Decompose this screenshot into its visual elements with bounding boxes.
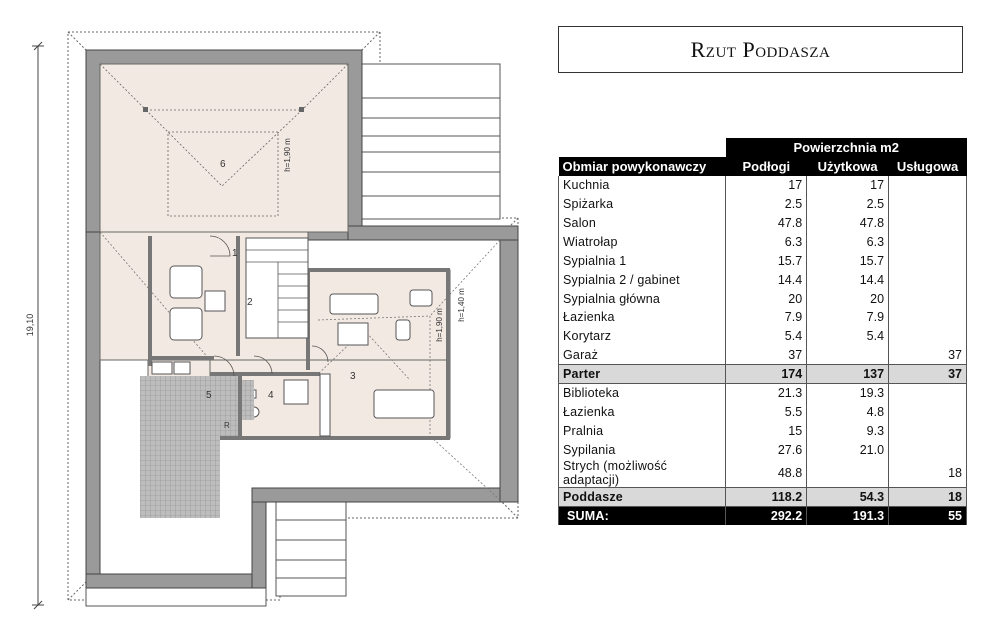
row-podlogi: 6.3 — [726, 232, 807, 251]
attic-room — [100, 64, 348, 232]
row-name: Biblioteka — [559, 384, 726, 403]
row-uslugowa — [889, 308, 967, 327]
table-row — [559, 421, 967, 440]
room-label-5: 5 — [206, 390, 212, 401]
row-uzytkowa — [807, 459, 889, 488]
total-uslugowa: 55 — [889, 507, 967, 526]
table-row — [559, 459, 967, 488]
row-uslugowa — [889, 289, 967, 308]
total-row — [559, 507, 967, 526]
row-uslugowa — [889, 195, 967, 214]
row-podlogi: 7.9 — [726, 308, 807, 327]
table-row — [559, 251, 967, 270]
subtotal-row — [559, 365, 967, 384]
row-uslugowa — [889, 384, 967, 403]
row-name: Spiżarka — [559, 195, 726, 214]
row-uzytkowa — [807, 346, 889, 365]
row-uslugowa — [889, 402, 967, 421]
row-podlogi: 2.5 — [726, 195, 807, 214]
row-name: Łazienka — [559, 402, 726, 421]
total-uzytkowa: 191.3 — [807, 507, 889, 526]
table-row — [559, 402, 967, 421]
header-group-row — [559, 138, 967, 157]
row-uzytkowa: 20 — [807, 289, 889, 308]
row-podlogi: 15.7 — [726, 251, 807, 270]
table-row — [559, 214, 967, 233]
row-uzytkowa: 19.3 — [807, 384, 889, 403]
row-uslugowa — [889, 176, 967, 195]
row-uslugowa: 18 — [889, 488, 967, 507]
row-uslugowa — [889, 214, 967, 233]
row-uzytkowa: 137 — [807, 365, 889, 384]
row-podlogi: 174 — [726, 365, 807, 384]
row-name: Wiatrołap — [559, 232, 726, 251]
total-podlogi: 292.2 — [726, 507, 807, 526]
area-table — [558, 138, 967, 525]
row-podlogi: 5.4 — [726, 327, 807, 346]
room-label-6: 6 — [220, 159, 226, 170]
row-uslugowa — [889, 270, 967, 289]
row-name: Kuchnia — [559, 176, 726, 195]
header-podlogi: Podłogi — [726, 157, 807, 176]
table-body — [559, 176, 967, 507]
drawing-title-box — [558, 26, 963, 73]
row-uslugowa — [889, 440, 967, 459]
row-uzytkowa: 17 — [807, 176, 889, 195]
row-uslugowa — [889, 421, 967, 440]
row-uzytkowa: 9.3 — [807, 421, 889, 440]
height-note-attic: h=1,90 m — [283, 138, 292, 172]
table-row — [559, 195, 967, 214]
table-row — [559, 308, 967, 327]
header-row — [559, 157, 967, 176]
row-name: Salon — [559, 214, 726, 233]
row-uslugowa: 37 — [889, 365, 967, 384]
row-uslugowa: 18 — [889, 459, 967, 488]
row-uslugowa: 37 — [889, 346, 967, 365]
row-uzytkowa: 14.4 — [807, 270, 889, 289]
table-row — [559, 384, 967, 403]
table-row — [559, 440, 967, 459]
row-podlogi: 14.4 — [726, 270, 807, 289]
room-label-2: 2 — [247, 297, 253, 308]
upper-floor — [100, 232, 500, 518]
equipment-label: R — [224, 421, 230, 430]
row-name: Garaż — [559, 346, 726, 365]
row-podlogi: 48.8 — [726, 459, 807, 488]
header-name: Obmiar powykonawczy — [559, 157, 726, 176]
table-row — [559, 176, 967, 195]
room-label-3: 3 — [350, 371, 356, 382]
row-podlogi: 27.6 — [726, 440, 807, 459]
room-label-1: 1 — [232, 248, 238, 259]
dimension-label: 19,10 — [25, 313, 35, 337]
row-podlogi: 15 — [726, 421, 807, 440]
row-name: Sypilania — [559, 440, 726, 459]
table-row — [559, 232, 967, 251]
row-uzytkowa: 21.0 — [807, 440, 889, 459]
table-row — [559, 346, 967, 365]
row-name: Sypialnia 2 / gabinet — [559, 270, 726, 289]
row-podlogi: 118.2 — [726, 488, 807, 507]
height-note-room3-low: h=1,40 m — [457, 288, 466, 322]
table-row — [559, 327, 967, 346]
row-uslugowa — [889, 232, 967, 251]
subtotal-row — [559, 488, 967, 507]
height-note-room3: h=1,90 m — [435, 308, 444, 342]
header-group: Powierzchnia m2 — [726, 138, 967, 157]
row-uzytkowa: 47.8 — [807, 214, 889, 233]
row-podlogi: 37 — [726, 346, 807, 365]
row-podlogi: 17 — [726, 176, 807, 195]
row-name: Strych (możliwość adaptacji) — [559, 459, 726, 488]
table-row — [559, 289, 967, 308]
row-name: Łazienka — [559, 308, 726, 327]
room-label-4: 4 — [268, 390, 274, 401]
row-podlogi: 47.8 — [726, 214, 807, 233]
row-name: Poddasze — [559, 488, 726, 507]
row-uzytkowa: 2.5 — [807, 195, 889, 214]
row-uzytkowa: 5.4 — [807, 327, 889, 346]
total-label: SUMA: — [559, 507, 726, 526]
row-podlogi: 20 — [726, 289, 807, 308]
row-uzytkowa: 54.3 — [807, 488, 889, 507]
row-name: Sypialnia główna — [559, 289, 726, 308]
row-name: Korytarz — [559, 327, 726, 346]
header-uslugowa: Usługowa — [889, 157, 967, 176]
row-uzytkowa: 4.8 — [807, 402, 889, 421]
row-uzytkowa: 15.7 — [807, 251, 889, 270]
row-uslugowa — [889, 251, 967, 270]
row-podlogi: 5.5 — [726, 402, 807, 421]
row-uzytkowa: 6.3 — [807, 232, 889, 251]
row-uslugowa — [889, 327, 967, 346]
table-row — [559, 270, 967, 289]
header-uzytkowa: Użytkowa — [807, 157, 889, 176]
row-uzytkowa: 7.9 — [807, 308, 889, 327]
drawing-title: Rzut Poddasza — [690, 36, 831, 62]
row-name: Sypialnia 1 — [559, 251, 726, 270]
row-name: Pralnia — [559, 421, 726, 440]
row-podlogi: 21.3 — [726, 384, 807, 403]
row-name: Parter — [559, 365, 726, 384]
dimension-line — [25, 42, 44, 609]
